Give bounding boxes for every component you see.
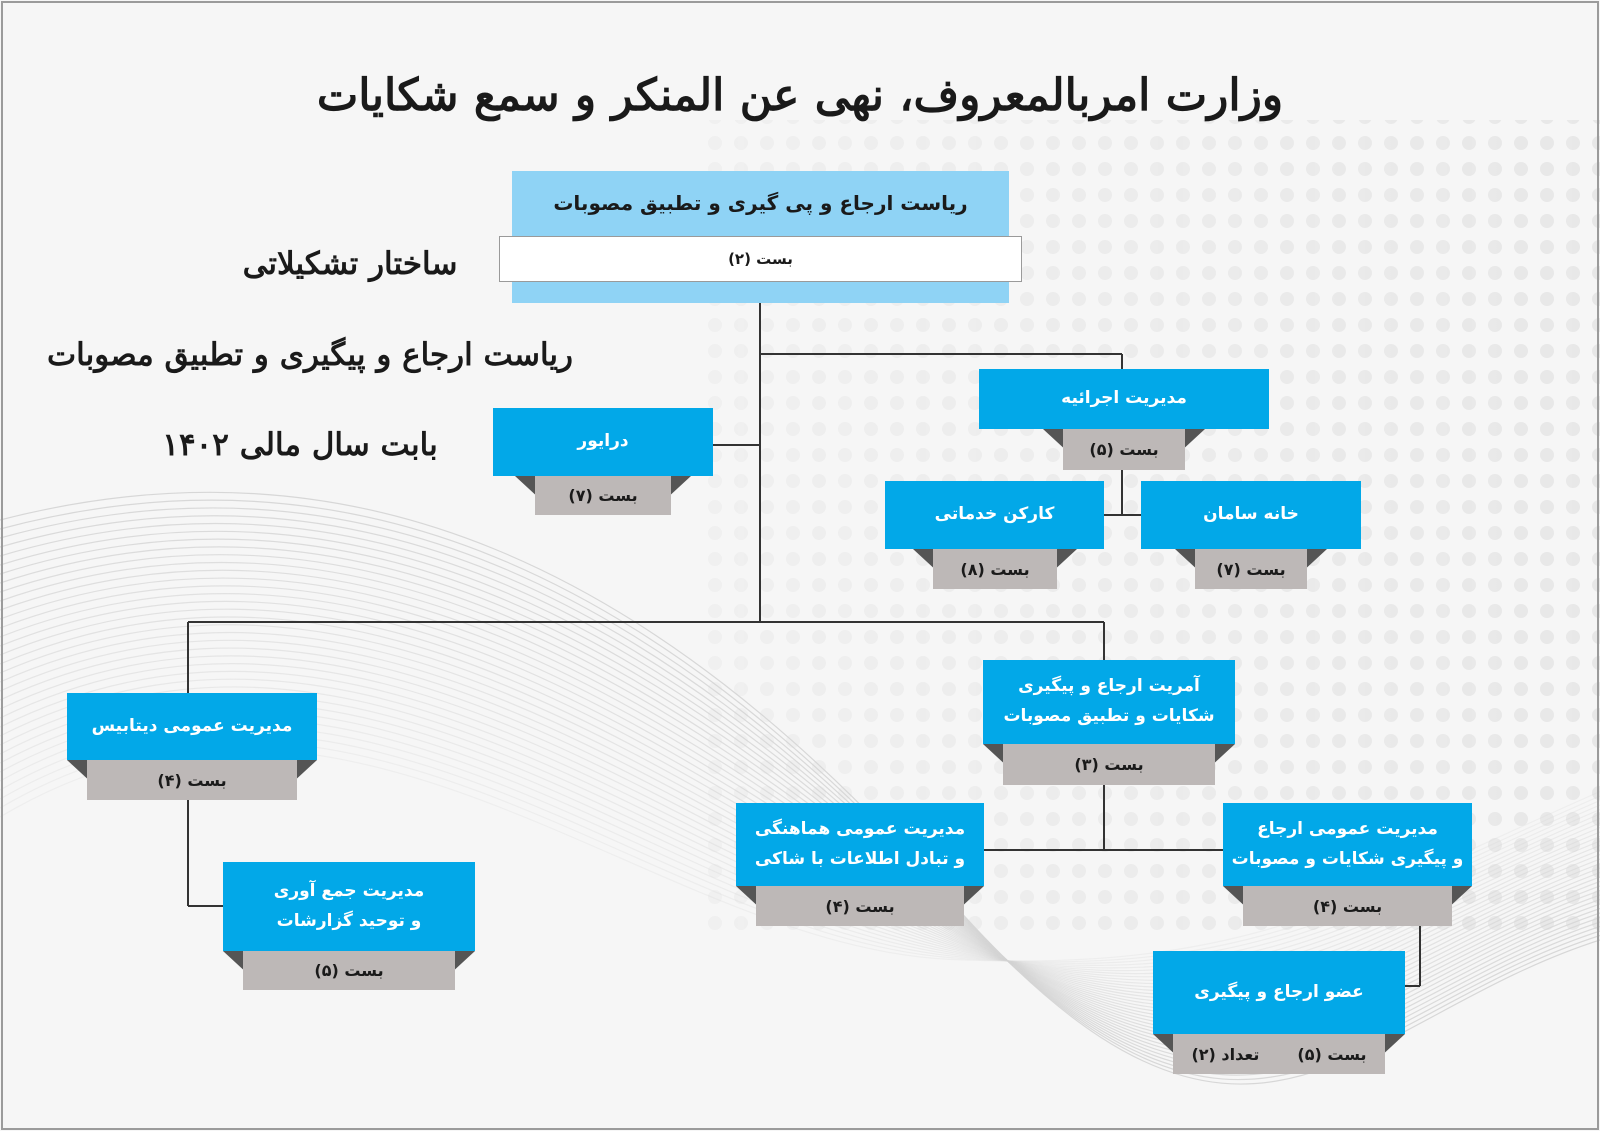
subtitle-line-3: بابت سال مالی ۱۴۰۲	[162, 427, 438, 463]
node-service-worker	[885, 481, 1104, 589]
node-database	[67, 693, 317, 800]
node-coord-label	[736, 803, 984, 886]
node-driver-grade: بست (۷)	[535, 476, 671, 515]
node-directorate-line-1: آمریت ارجاع و پیگیری	[1018, 676, 1200, 697]
node-member-count: تعداد (۲)	[1191, 1044, 1260, 1064]
subtitle-line-2: ریاست ارجاع و پیگیری و تطبیق مصوبات	[46, 337, 574, 373]
node-collection-grade: بست (۵)	[243, 951, 455, 990]
node-directorate-grade: بست (۳)	[1003, 744, 1215, 785]
node-member	[1153, 951, 1405, 1074]
node-top-strip	[512, 282, 1009, 303]
node-driver-label: درایور	[493, 408, 713, 476]
node-service-grade: بست (۸)	[933, 549, 1057, 589]
node-top-label: ریاست ارجاع و پی گیری و تطبیق مصوبات	[512, 171, 1009, 236]
node-referral-grade: بست (۴)	[1243, 886, 1452, 926]
node-top-grade: بست (۲)	[499, 236, 1022, 282]
node-collection	[223, 862, 475, 990]
node-database-grade: بست (۴)	[87, 760, 297, 800]
node-exec-label: مدیریت اجرائیه	[979, 369, 1269, 429]
node-exec-management	[979, 369, 1269, 470]
node-coord-line-1: مدیریت عمومی هماهنگی	[754, 818, 966, 839]
node-service-label: کارکن خدماتی	[885, 481, 1104, 549]
node-exec-grade: بست (۵)	[1063, 429, 1185, 470]
node-member-label: عضو ارجاع و پیگیری	[1153, 951, 1405, 1034]
node-referral-line-2: و پیگیری شکایات و مصوبات	[1231, 848, 1464, 869]
page-title: وزارت امربالمعروف، نهی عن المنکر و سمع شکایات	[316, 70, 1284, 121]
node-coord-grade: بست (۴)	[756, 886, 964, 926]
node-house-saman	[1141, 481, 1361, 589]
node-top-presidency	[512, 171, 1009, 303]
node-collection-label	[223, 862, 475, 951]
node-house-label: خانه سامان	[1141, 481, 1361, 549]
node-collection-line-1: مدیریت جمع آوری	[273, 880, 425, 901]
node-directorate-line-2: شکایات و تطبیق مصوبات	[1003, 706, 1215, 726]
node-member-grade: بست (۵)	[1297, 1044, 1367, 1064]
node-member-tab	[1173, 1034, 1385, 1074]
node-directorate-label	[983, 660, 1235, 744]
node-referral	[1223, 803, 1472, 926]
node-collection-line-2: و توحید گزارشات	[276, 910, 422, 931]
node-coord-line-2: و تبادل اطلاعات با شاکی	[754, 848, 966, 869]
node-referral-label	[1223, 803, 1472, 886]
subtitle-line-1: ساختار تشکیلاتی	[242, 246, 458, 282]
node-database-label: مدیریت عمومی دیتابیس	[67, 693, 317, 760]
node-driver	[493, 408, 713, 515]
node-coordination	[736, 803, 984, 926]
node-referral-line-1: مدیریت عمومی ارجاع	[1257, 818, 1438, 839]
node-house-grade: بست (۷)	[1195, 549, 1307, 589]
node-directorate	[983, 660, 1235, 785]
